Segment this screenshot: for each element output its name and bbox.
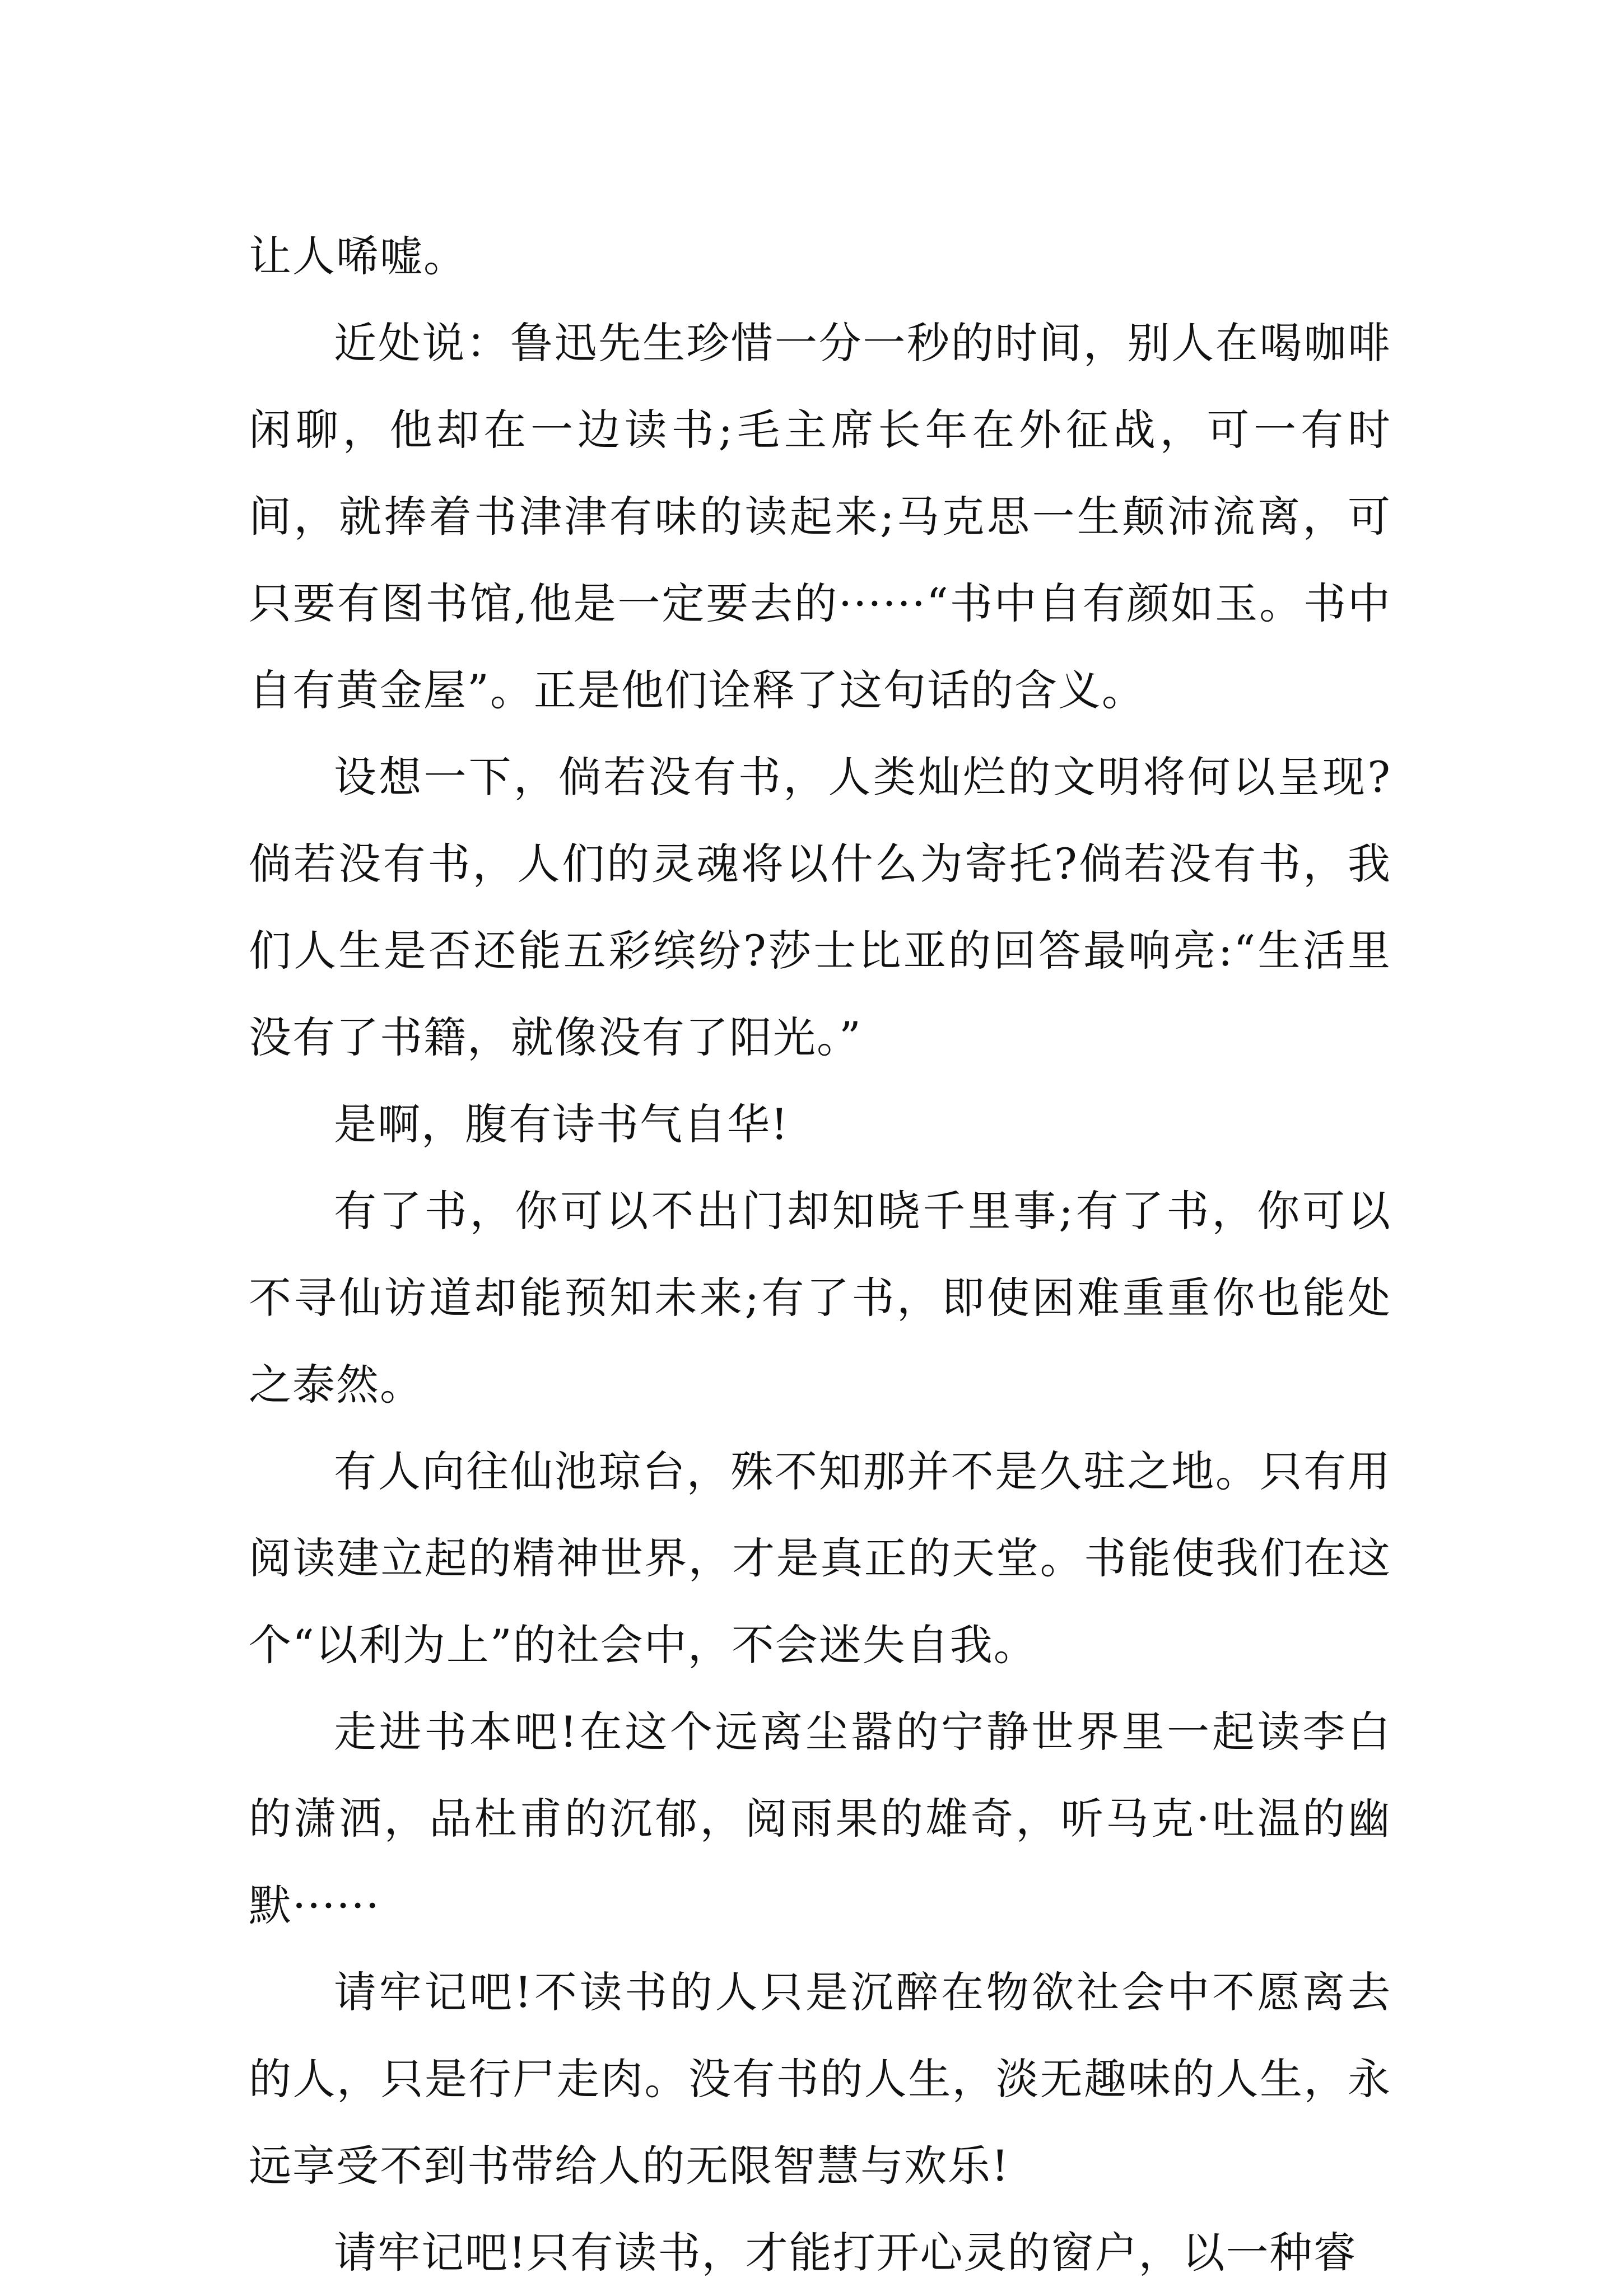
paragraph-remember-1: 请牢记吧!不读书的人只是沉醉在物欲社会中不愿离去的人，只是行尸走肉。没有书的人生，淡无趣味的人生，永远享受不到书带给人的无限智慧与欢乐! <box>249 1967 1391 2191</box>
paragraph-continuation: 让人唏嘘。 <box>249 231 467 281</box>
paragraph-imagine-no-books: 设想一下，倘若没有书，人类灿烂的文明将何以呈现?倘若没有书，人们的灵魂将以什么为寄托?倘若没有书，我们人生是否还能五彩缤纷?莎士比亚的回答最响亮:“生活里没有了书籍，就像没有了阳光。” <box>249 752 1391 1062</box>
paragraph-remember-2: 请牢记吧!只有读书，才能打开心灵的窗户，以一种睿 <box>334 2228 1357 2278</box>
paragraph-spiritual-world: 有人向往仙池琼台，殊不知那并不是久驻之地。只有用阅读建立起的精神世界，才是真正的天堂。书能使我们在这个“以利为上”的社会中，不会迷失自我。 <box>249 1446 1391 1670</box>
paragraph-lu-xun-mao-marx: 近处说：鲁迅先生珍惜一分一秒的时间，别人在喝咖啡闲聊，他却在一边读书;毛主席长年在外征战，可一有时间，就捧着书津津有味的读起来;马克思一生颠沛流离，可只要有图书馆,他是一定要去的······“书中自有颜如玉。书中自有黄金屋”。正是他们诠释了这句话的含义。 <box>249 318 1391 715</box>
paragraph-poetry-quote: 是啊，腹有诗书气自华! <box>334 1099 789 1149</box>
document-body <box>249 213 1391 2296</box>
paragraph-enter-books: 走进书本吧!在这个远离尘嚣的宁静世界里一起读李白的潇洒，品杜甫的沉郁，阅雨果的雄奇，听马克·吐温的幽默······ <box>249 1707 1391 1930</box>
paragraph-with-books: 有了书，你可以不出门却知晓千里事;有了书，你可以不寻仙访道却能预知未来;有了书，即使困难重重你也能处之泰然。 <box>249 1186 1391 1410</box>
